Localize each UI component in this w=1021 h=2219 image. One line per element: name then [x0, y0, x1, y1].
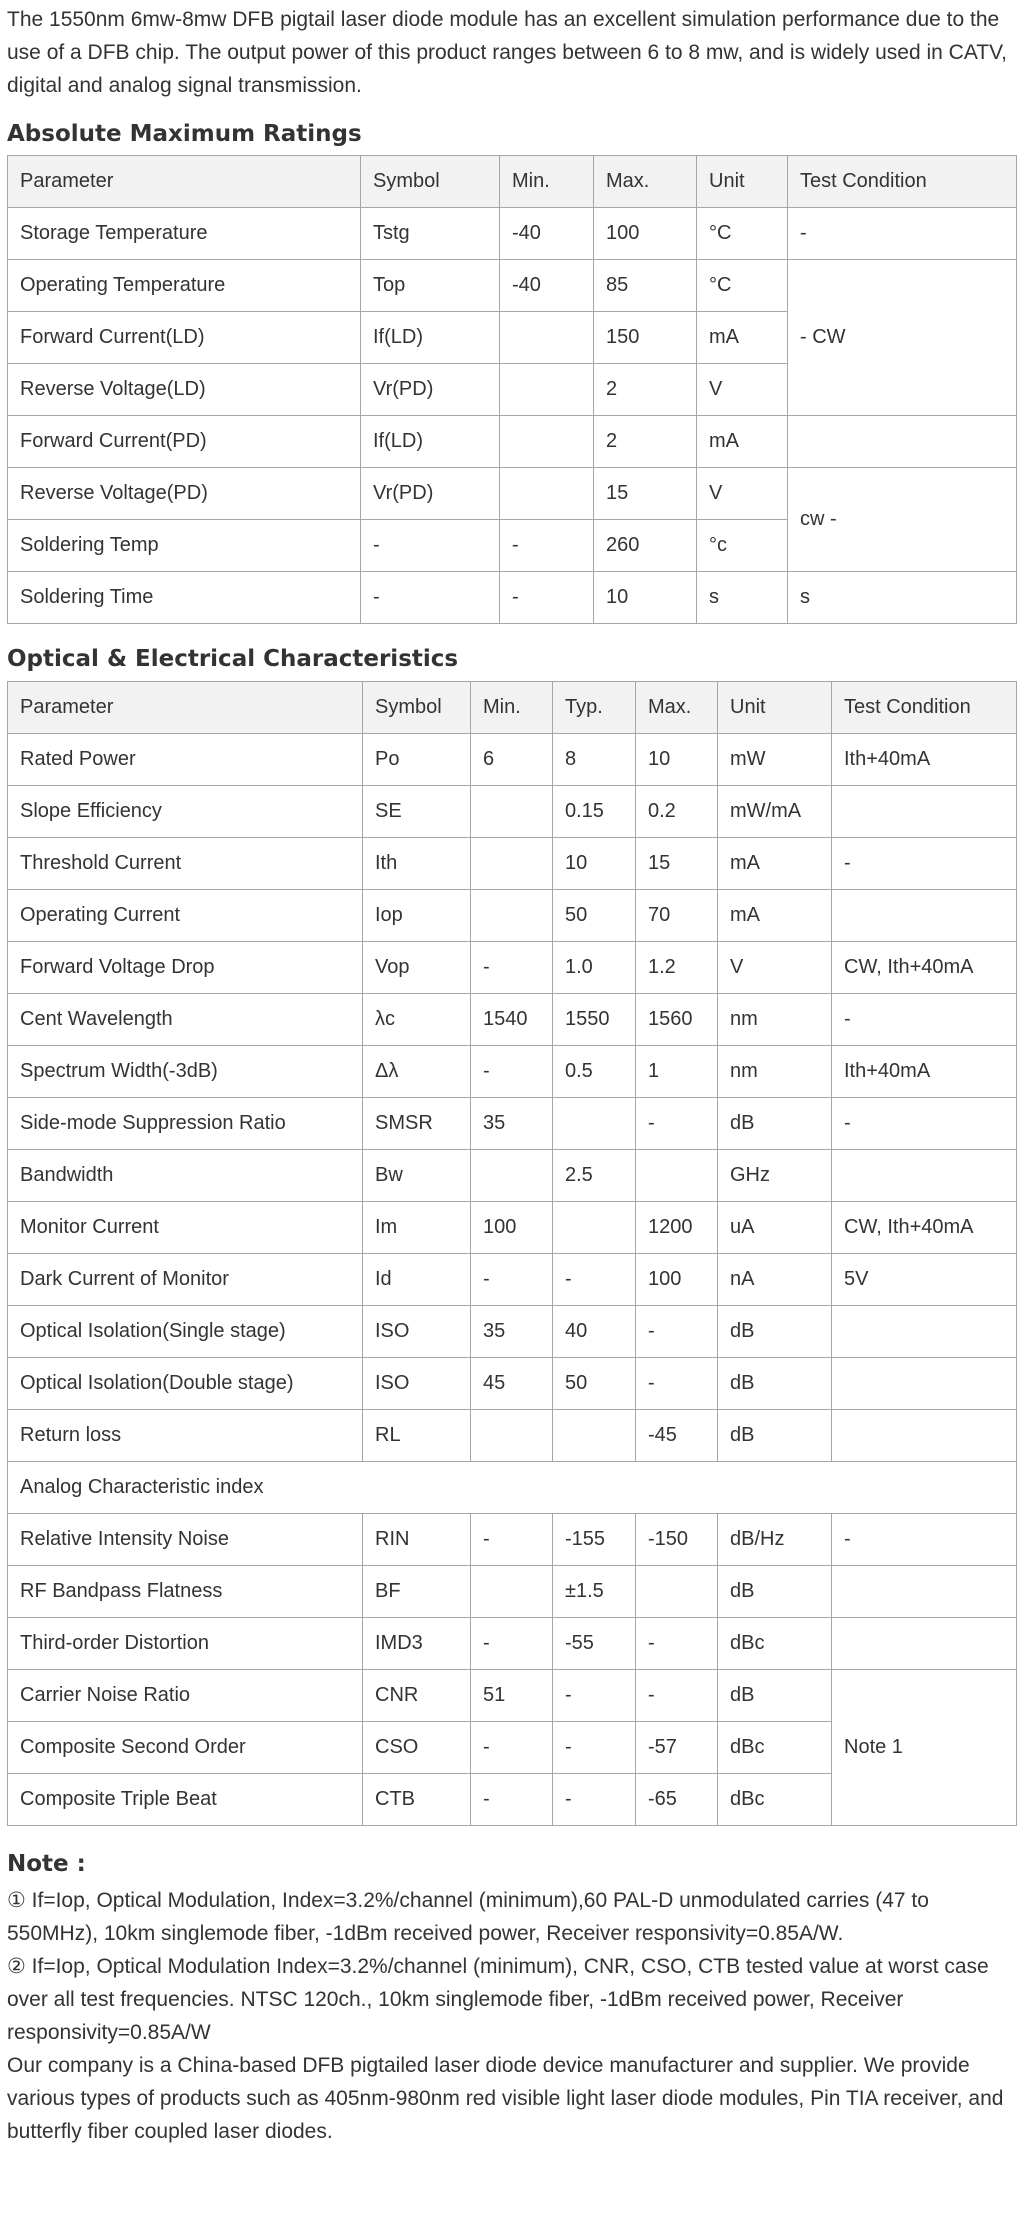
table-cell: V: [718, 942, 832, 994]
table-cell: -: [500, 572, 594, 624]
header-cell: Test Condition: [788, 156, 1017, 208]
table-cell: nm: [718, 1046, 832, 1098]
table-cell: Threshold Current: [8, 838, 363, 890]
table-row: [8, 1254, 1017, 1306]
table-cell: 0.2: [636, 786, 718, 838]
table-cell: ISO: [363, 1358, 471, 1410]
note-item: ① If=Iop, Optical Modulation, Index=3.2%/channel (minimum),60 PAL-D unmodulated carries (47 to 550MHz), 10km singlemode fiber, -1dBm received power, Receiver responsivity=0.85A/W.: [7, 1889, 929, 1945]
table-cell: SE: [363, 786, 471, 838]
table-cell: ±1.5: [553, 1566, 636, 1618]
table-cell: 40: [553, 1306, 636, 1358]
table-cell: [471, 1150, 553, 1202]
intro-paragraph: The 1550nm 6mw-8mw DFB pigtail laser diode module has an excellent simulation performance due to the use of a DFB chip. The output power of this product ranges between 6 to 8 mw, and is widely used in CATV, digital and analog signal transmission.: [7, 8, 1008, 97]
closing-paragraph: Our company is a China-based DFB pigtailed laser diode device manufacturer and supplier. We provide various types of products such as 405nm-980nm red visible light laser diode modules, Pin TIA receiver, and butterfly fiber coupled laser diodes.: [7, 2054, 1004, 2143]
table-cell: Top: [361, 260, 500, 312]
table-cell: SMSR: [363, 1098, 471, 1150]
table-cell: 6: [471, 734, 553, 786]
table-row: [8, 1514, 1017, 1566]
table-cell: Spectrum Width(-3dB): [8, 1046, 363, 1098]
table-cell: 8: [553, 734, 636, 786]
table-cell: Cent Wavelength: [8, 994, 363, 1046]
table-cell: [500, 468, 594, 520]
table-cell: mW: [718, 734, 832, 786]
table-cell: dB: [718, 1358, 832, 1410]
table-cell: dB/Hz: [718, 1514, 832, 1566]
table-cell: 35: [471, 1306, 553, 1358]
table-row: [8, 468, 1017, 520]
table-cell: [553, 1098, 636, 1150]
table-cell: Operating Current: [8, 890, 363, 942]
notes-title: Note :: [7, 1851, 86, 1877]
table-cell: 1200: [636, 1202, 718, 1254]
product-description: [0, 3, 1021, 2148]
table-cell: Soldering Time: [8, 572, 361, 624]
table-cell: 0.5: [553, 1046, 636, 1098]
table-cell: 15: [636, 838, 718, 890]
table-cell: -55: [553, 1618, 636, 1670]
table-cell: mA: [697, 416, 788, 468]
table-cell: Im: [363, 1202, 471, 1254]
table-row: [8, 838, 1017, 890]
table-cell: 10: [636, 734, 718, 786]
table-cell: 85: [594, 260, 697, 312]
table-row: [8, 1202, 1017, 1254]
table-cell: 35: [471, 1098, 553, 1150]
table-cell: 15: [594, 468, 697, 520]
table-cell: [500, 416, 594, 468]
table-row: [8, 1046, 1017, 1098]
header-cell: Min.: [500, 156, 594, 208]
table-cell: -: [471, 1046, 553, 1098]
table-cell: Third-order Distortion: [8, 1618, 363, 1670]
table-cell: [553, 1410, 636, 1462]
table-cell: [832, 1150, 1017, 1202]
table-cell: -: [553, 1774, 636, 1826]
table-cell: -: [636, 1098, 718, 1150]
table-cell: -: [471, 1722, 553, 1774]
table-cell: Soldering Temp: [8, 520, 361, 572]
table-cell: -: [471, 1254, 553, 1306]
table-cell: -: [832, 1098, 1017, 1150]
table-cell: CTB: [363, 1774, 471, 1826]
table-cell: CNR: [363, 1670, 471, 1722]
table-row: [8, 572, 1017, 624]
table-cell: -: [471, 1514, 553, 1566]
table-cell: Vop: [363, 942, 471, 994]
table-cell: [471, 890, 553, 942]
table-cell: Storage Temperature: [8, 208, 361, 260]
table-cell: 100: [636, 1254, 718, 1306]
table-cell: [500, 364, 594, 416]
table-cell: uA: [718, 1202, 832, 1254]
table-cell: dB: [718, 1410, 832, 1462]
table-cell: [832, 786, 1017, 838]
analog-section-row: [8, 1462, 1017, 1514]
table-cell: 1550: [553, 994, 636, 1046]
table-cell: Forward Voltage Drop: [8, 942, 363, 994]
test-condition-cell: Note 1: [832, 1670, 1017, 1826]
table-cell: -: [636, 1618, 718, 1670]
table-cell: -65: [636, 1774, 718, 1826]
table-cell: -150: [636, 1514, 718, 1566]
table-cell: CSO: [363, 1722, 471, 1774]
table-cell: IMD3: [363, 1618, 471, 1670]
table-row: [8, 1670, 1017, 1722]
table-cell: mW/mA: [718, 786, 832, 838]
header-cell: Parameter: [8, 682, 363, 734]
header-cell: Test Condition: [832, 682, 1017, 734]
table-cell: Forward Current(LD): [8, 312, 361, 364]
table-cell: Composite Triple Beat: [8, 1774, 363, 1826]
header-cell: Typ.: [553, 682, 636, 734]
test-condition-cell: s: [788, 572, 1017, 624]
table-cell: CW, Ith+40mA: [832, 942, 1017, 994]
table-row: [8, 1618, 1017, 1670]
table-cell: 1540: [471, 994, 553, 1046]
table-cell: °c: [697, 520, 788, 572]
table-cell: [832, 1410, 1017, 1462]
table-cell: -: [832, 1514, 1017, 1566]
table-row: [8, 1150, 1017, 1202]
note-item: ② If=Iop, Optical Modulation Index=3.2%/channel (minimum), CNR, CSO, CTB tested value at worst case over all test frequencies. NTSC 120ch., 10km singlemode fiber, -1dBm received power, Receiver responsivity=0.85A/W: [7, 1955, 989, 2044]
table-cell: RL: [363, 1410, 471, 1462]
table-row: [8, 890, 1017, 942]
table-cell: V: [697, 364, 788, 416]
table-cell: °C: [697, 260, 788, 312]
table-cell: [471, 1566, 553, 1618]
table-cell: Iop: [363, 890, 471, 942]
table-cell: Bandwidth: [8, 1150, 363, 1202]
table-cell: Monitor Current: [8, 1202, 363, 1254]
table-cell: Id: [363, 1254, 471, 1306]
table-cell: 50: [553, 1358, 636, 1410]
table-cell: -: [553, 1722, 636, 1774]
header-cell: Min.: [471, 682, 553, 734]
table-cell: V: [697, 468, 788, 520]
table-cell: mA: [718, 838, 832, 890]
table-cell: BF: [363, 1566, 471, 1618]
table-row: [8, 1098, 1017, 1150]
table-cell: Slope Efficiency: [8, 786, 363, 838]
oec-section-title: Optical & Electrical Characteristics: [7, 646, 459, 672]
header-cell: Max.: [594, 156, 697, 208]
table-cell: Vr(PD): [361, 468, 500, 520]
table-cell: dBc: [718, 1774, 832, 1826]
table-cell: 2: [594, 364, 697, 416]
table-cell: -: [832, 838, 1017, 890]
table-cell: ISO: [363, 1306, 471, 1358]
table-cell: Δλ: [363, 1046, 471, 1098]
table-cell: 2.5: [553, 1150, 636, 1202]
table-cell: Ith+40mA: [832, 1046, 1017, 1098]
table-cell: mA: [718, 890, 832, 942]
table-row: [8, 994, 1017, 1046]
table-cell: Dark Current of Monitor: [8, 1254, 363, 1306]
table-cell: mA: [697, 312, 788, 364]
table-cell: Tstg: [361, 208, 500, 260]
table-cell: -: [471, 942, 553, 994]
test-condition-cell: cw -: [788, 468, 1017, 572]
table-cell: [832, 1358, 1017, 1410]
table-cell: Carrier Noise Ratio: [8, 1670, 363, 1722]
table-row: [8, 1566, 1017, 1618]
table-row: [8, 260, 1017, 312]
table-cell: [471, 786, 553, 838]
table-row: [8, 942, 1017, 994]
header-cell: Symbol: [363, 682, 471, 734]
table-cell: 1.2: [636, 942, 718, 994]
table-cell: -: [636, 1306, 718, 1358]
table-cell: Reverse Voltage(PD): [8, 468, 361, 520]
header-cell: Unit: [697, 156, 788, 208]
table-cell: -57: [636, 1722, 718, 1774]
table-cell: Side-mode Suppression Ratio: [8, 1098, 363, 1150]
table-cell: [832, 1618, 1017, 1670]
table-cell: °C: [697, 208, 788, 260]
table-cell: If(LD): [361, 312, 500, 364]
table-cell: -155: [553, 1514, 636, 1566]
table-cell: -: [361, 520, 500, 572]
table-cell: [832, 890, 1017, 942]
table-cell: Rated Power: [8, 734, 363, 786]
table-cell: Composite Second Order: [8, 1722, 363, 1774]
table-cell: 100: [594, 208, 697, 260]
table-cell: -: [832, 994, 1017, 1046]
table-cell: Relative Intensity Noise: [8, 1514, 363, 1566]
table-row: [8, 786, 1017, 838]
table-cell: 70: [636, 890, 718, 942]
header-cell: Parameter: [8, 156, 361, 208]
table-cell: Forward Current(PD): [8, 416, 361, 468]
table-cell: Po: [363, 734, 471, 786]
table-cell: -: [471, 1618, 553, 1670]
table-cell: Operating Temperature: [8, 260, 361, 312]
absolute-maximum-ratings-table: [7, 155, 1017, 624]
table-cell: -40: [500, 260, 594, 312]
table-row: [8, 1306, 1017, 1358]
table-cell: RIN: [363, 1514, 471, 1566]
table-cell: dB: [718, 1098, 832, 1150]
table-cell: Ith+40mA: [832, 734, 1017, 786]
table-cell: GHz: [718, 1150, 832, 1202]
table-row: [8, 208, 1017, 260]
table-cell: [832, 1306, 1017, 1358]
table-cell: Reverse Voltage(LD): [8, 364, 361, 416]
table-cell: 45: [471, 1358, 553, 1410]
table-cell: CW, Ith+40mA: [832, 1202, 1017, 1254]
header-cell: Symbol: [361, 156, 500, 208]
table-cell: dBc: [718, 1618, 832, 1670]
table-cell: Optical Isolation(Double stage): [8, 1358, 363, 1410]
table-cell: λc: [363, 994, 471, 1046]
table-cell: [636, 1150, 718, 1202]
table-cell: If(LD): [361, 416, 500, 468]
table-cell: 1.0: [553, 942, 636, 994]
table-cell: 1560: [636, 994, 718, 1046]
table-cell: 0.15: [553, 786, 636, 838]
table-cell: [471, 838, 553, 890]
table-cell: 5V: [832, 1254, 1017, 1306]
table-cell: Return loss: [8, 1410, 363, 1462]
test-condition-cell: -: [788, 208, 1017, 260]
table-header-row: [8, 156, 1017, 208]
table-row: [8, 416, 1017, 468]
table-cell: dBc: [718, 1722, 832, 1774]
table-cell: -: [500, 520, 594, 572]
table-cell: -: [553, 1670, 636, 1722]
table-cell: Optical Isolation(Single stage): [8, 1306, 363, 1358]
table-header-row: [8, 682, 1017, 734]
table-cell: [500, 312, 594, 364]
table-cell: -: [361, 572, 500, 624]
table-cell: s: [697, 572, 788, 624]
table-cell: [832, 1566, 1017, 1618]
table-cell: RF Bandpass Flatness: [8, 1566, 363, 1618]
table-cell: [553, 1202, 636, 1254]
table-cell: 10: [594, 572, 697, 624]
table-cell: 100: [471, 1202, 553, 1254]
table-cell: 1: [636, 1046, 718, 1098]
table-cell: -: [636, 1358, 718, 1410]
table-cell: nA: [718, 1254, 832, 1306]
table-cell: 150: [594, 312, 697, 364]
table-row: [8, 734, 1017, 786]
table-cell: 50: [553, 890, 636, 942]
table-cell: -45: [636, 1410, 718, 1462]
header-cell: Max.: [636, 682, 718, 734]
table-cell: [471, 1410, 553, 1462]
table-cell: 51: [471, 1670, 553, 1722]
test-condition-cell: - CW: [788, 260, 1017, 416]
analog-section-label: Analog Characteristic index: [8, 1462, 1017, 1514]
table-cell: nm: [718, 994, 832, 1046]
amr-section-title: Absolute Maximum Ratings: [7, 121, 362, 147]
table-cell: -: [553, 1254, 636, 1306]
table-cell: dB: [718, 1306, 832, 1358]
test-condition-cell: [788, 416, 1017, 468]
optical-electrical-characteristics-table: [7, 681, 1017, 1826]
table-cell: Bw: [363, 1150, 471, 1202]
table-cell: 2: [594, 416, 697, 468]
table-cell: -: [636, 1670, 718, 1722]
table-cell: Vr(PD): [361, 364, 500, 416]
table-cell: Ith: [363, 838, 471, 890]
header-cell: Unit: [718, 682, 832, 734]
table-cell: [636, 1566, 718, 1618]
table-cell: -: [471, 1774, 553, 1826]
table-cell: -40: [500, 208, 594, 260]
table-cell: 10: [553, 838, 636, 890]
table-cell: dB: [718, 1670, 832, 1722]
table-cell: 260: [594, 520, 697, 572]
table-row: [8, 1358, 1017, 1410]
table-cell: dB: [718, 1566, 832, 1618]
table-row: [8, 1410, 1017, 1462]
